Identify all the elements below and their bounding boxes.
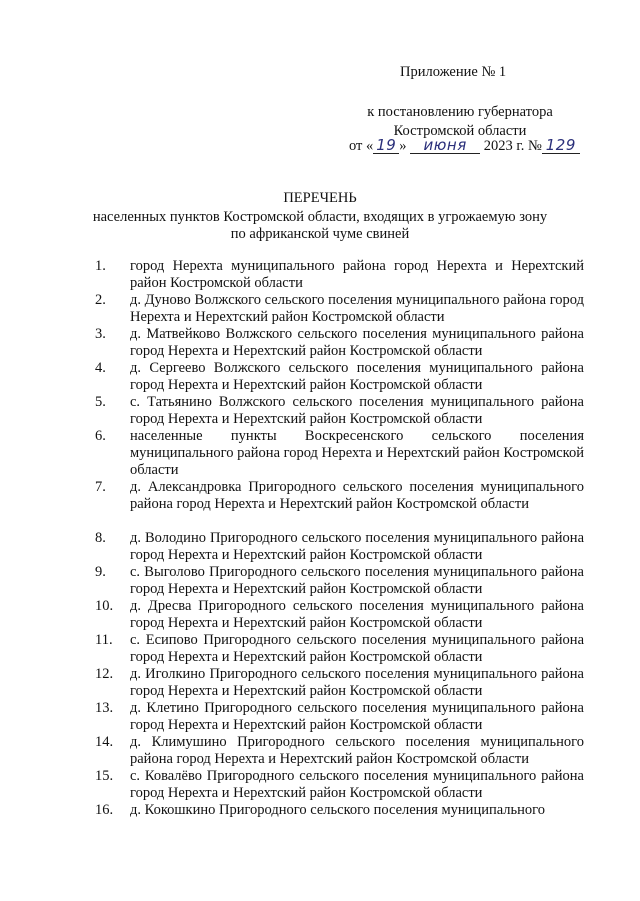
list-item [0,632,640,666]
list-item-number: 5. [95,394,106,410]
list-item [0,666,640,700]
list-item-text: с. Татьянино Волжского сельского поселения муниципального района город Нерехта и Нерехтский район Костромской области [130,394,584,427]
handwritten-month: июня [410,138,480,154]
list-item-number: 4. [95,360,106,376]
list-item [0,564,640,598]
list-item [0,292,640,326]
list-item [0,700,640,734]
resolution-line: к постановлению губернатора [367,104,553,120]
list-item-number: 3. [95,326,106,342]
list-item-text: с. Выголово Пригородного сельского поселения муниципального района город Нерехта и Нерехтский район Костромской области [130,564,584,597]
list-item-text: с. Есипово Пригородного сельского поселения муниципального района город Нерехта и Нерехтский район Костромской области [130,632,584,665]
date-prefix: от « [349,138,374,154]
handwritten-day: 19 [373,138,399,154]
resolution-date-line [349,138,580,155]
list-item-number: 16. [95,802,114,818]
document-title [80,190,560,243]
list-item [0,258,640,292]
list-item-number: 15. [95,768,114,784]
date-year: 2023 г. № [483,138,542,154]
list-item-text: д. Александровка Пригородного сельского поселения муниципального района город Нерехта и Нерехтский район Костромской области [130,479,584,512]
list-item [0,479,640,513]
list-item-text: д. Дуново Волжского сельского поселения муниципального района город Нерехта и Нерехтский район Костромской области [130,292,584,325]
date-mid: » [399,138,407,154]
list-item-number: 8. [95,530,106,546]
list-item-number: 12. [95,666,114,682]
list-item-text: с. Ковалёво Пригородного сельского поселения муниципального района город Нерехта и Нерехтский район Костромской области [130,768,584,801]
list-item [0,734,640,768]
list-item-number: 6. [95,428,106,444]
list-item-text: д. Матвейково Волжского сельского поселения муниципального района город Нерехта и Нерехтский район Костромской области [130,326,584,359]
list-item-text: населенные пункты Воскресенского сельского поселения муниципального района город Нерехта и Нерехтский район Костромской области [130,428,584,478]
title-line: по африканской чуме свиней [230,226,410,242]
list-item [0,768,640,802]
list-item-text: д. Климушино Пригородного сельского поселения муниципального района город Нерехта и Нерехтский район Костромской области [130,734,584,767]
list-item-number: 13. [95,700,114,716]
title-line: ПЕРЕЧЕНЬ [283,190,357,206]
list-item [0,360,640,394]
list-item-text: д. Володино Пригородного сельского поселения муниципального района город Нерехта и Нерехтский район Костромской области [130,530,584,563]
list-item [0,530,640,564]
list-item-text: д. Клетино Пригородного сельского поселения муниципального района город Нерехта и Нерехтский район Костромской области [130,700,584,733]
list-item-text: город Нерехта муниципального района город Нерехта и Нерехтский район Костромской области [130,258,584,291]
list-item-number: 9. [95,564,106,580]
list-item-number: 11. [95,632,113,648]
list-item [0,428,640,479]
list-item-number: 14. [95,734,114,750]
list-item [0,394,640,428]
list-item [0,598,640,632]
list-item-number: 10. [95,598,114,614]
handwritten-number: 129 [542,138,580,154]
list-item-number: 2. [95,292,106,308]
list-item-text: д. Сергеево Волжского сельского поселения муниципального района город Нерехта и Нерехтский район Костромской области [130,360,584,393]
appendix-label: Приложение № 1 [400,64,507,80]
list-item-number: 7. [95,479,106,495]
list-item-text: д. Иголкино Пригородного сельского поселения муниципального района город Нерехта и Нерехтский район Костромской области [130,666,584,699]
list-item-text: д. Кокошкино Пригородного сельского поселения муниципального [130,802,545,818]
list-item-text: д. Дресва Пригородного сельского поселения муниципального района город Нерехта и Нерехтский район Костромской области [130,598,584,631]
list-item [0,802,640,819]
title-line: населенных пунктов Костромской области, входящих в угрожаемую зону [92,209,548,225]
resolution-line: Костромской области [393,123,527,139]
list-item [0,326,640,360]
list-item-number: 1. [95,258,106,274]
